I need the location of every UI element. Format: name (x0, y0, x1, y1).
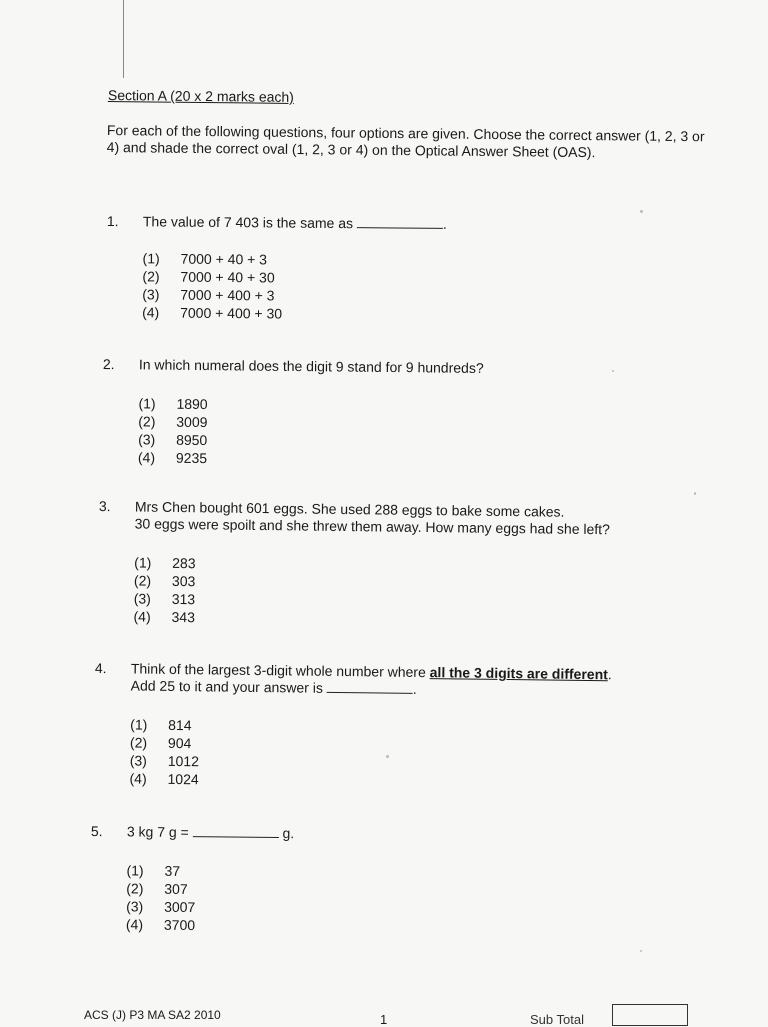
scan-speck (386, 755, 389, 758)
option-2: (2) 303 (133, 572, 196, 590)
option-4: (4) 9235 (137, 449, 208, 467)
answer-blank (327, 680, 413, 694)
option-1: (1) 1890 (138, 395, 208, 413)
question-text: Think of the largest 3-digit whole number where all the 3 digits are different. Add 25 to it and your answer is . (130, 660, 612, 697)
question-number: 5. (90, 823, 103, 840)
option-4: (4) 343 (133, 608, 196, 626)
scan-speck (612, 370, 614, 372)
instructions: For each of the following questions, four options are given. Choose the correct answer (1, 2, 3 or 4) and shade the correct oval (1, 2, 3 or 4) on the Optical Answer Sheet (OAS). (106, 122, 705, 161)
subtotal-score-box (612, 1004, 688, 1026)
option-3: (3) 7000 + 400 + 3 (142, 286, 275, 304)
option-1: (1) 814 (130, 716, 192, 734)
margin-line (123, 0, 124, 78)
option-2: (2) 904 (129, 734, 192, 752)
question-text (135, 498, 611, 538)
options-list (126, 861, 196, 934)
option-3: (3) 8950 (138, 431, 208, 449)
scan-speck (640, 210, 643, 213)
option-4: (4) 1024 (129, 770, 199, 788)
options-list (138, 394, 208, 467)
question-text: In which numeral does the digit 9 stand for 9 hundreds? (138, 356, 484, 376)
question-line-2: 30 eggs were spoilt and she threw them away. How many eggs had she left? (134, 515, 610, 538)
question-number: 2. (102, 356, 115, 373)
paper-code: ACS (J) P3 MA SA2 2010 (84, 1008, 221, 1022)
option-1: (1) 7000 + 40 + 3 (142, 250, 268, 268)
question-number: 1. (106, 213, 119, 230)
emphasis-text: all the 3 digits are different (429, 664, 608, 683)
option-2: (2) 7000 + 40 + 30 (142, 268, 275, 286)
option-2: (2) 3009 (138, 413, 208, 431)
options-list (129, 715, 199, 788)
option-3: (3) 3007 (126, 898, 196, 916)
question-text: 3 kg 7 g = g. (126, 823, 295, 842)
section-heading: Section A (20 x 2 marks each) (107, 87, 294, 105)
options-list (133, 553, 195, 626)
scan-speck (640, 950, 642, 952)
option-3: (3) 1012 (129, 752, 200, 770)
question-number: 3. (98, 498, 111, 515)
option-3: (3) 313 (133, 590, 196, 608)
question-line-1: Mrs Chen bought 601 eggs. She used 288 eggs to bake some cakes. (134, 498, 565, 520)
answer-blank (357, 215, 443, 229)
answer-blank (193, 824, 279, 838)
option-4: (4) 3700 (125, 916, 196, 934)
question-number: 4. (94, 660, 107, 677)
question-text: The value of 7 403 is the same as . (142, 213, 447, 232)
option-4: (4) 7000 + 400 + 30 (142, 304, 283, 322)
option-2: (2) 307 (126, 880, 188, 898)
options-list (142, 249, 283, 322)
subtotal-label: Sub Total (530, 1012, 584, 1027)
scan-speck (694, 492, 696, 495)
page-number: 1 (380, 1012, 388, 1027)
option-1: (1) 283 (134, 554, 196, 572)
option-1: (1) 37 (126, 862, 181, 879)
